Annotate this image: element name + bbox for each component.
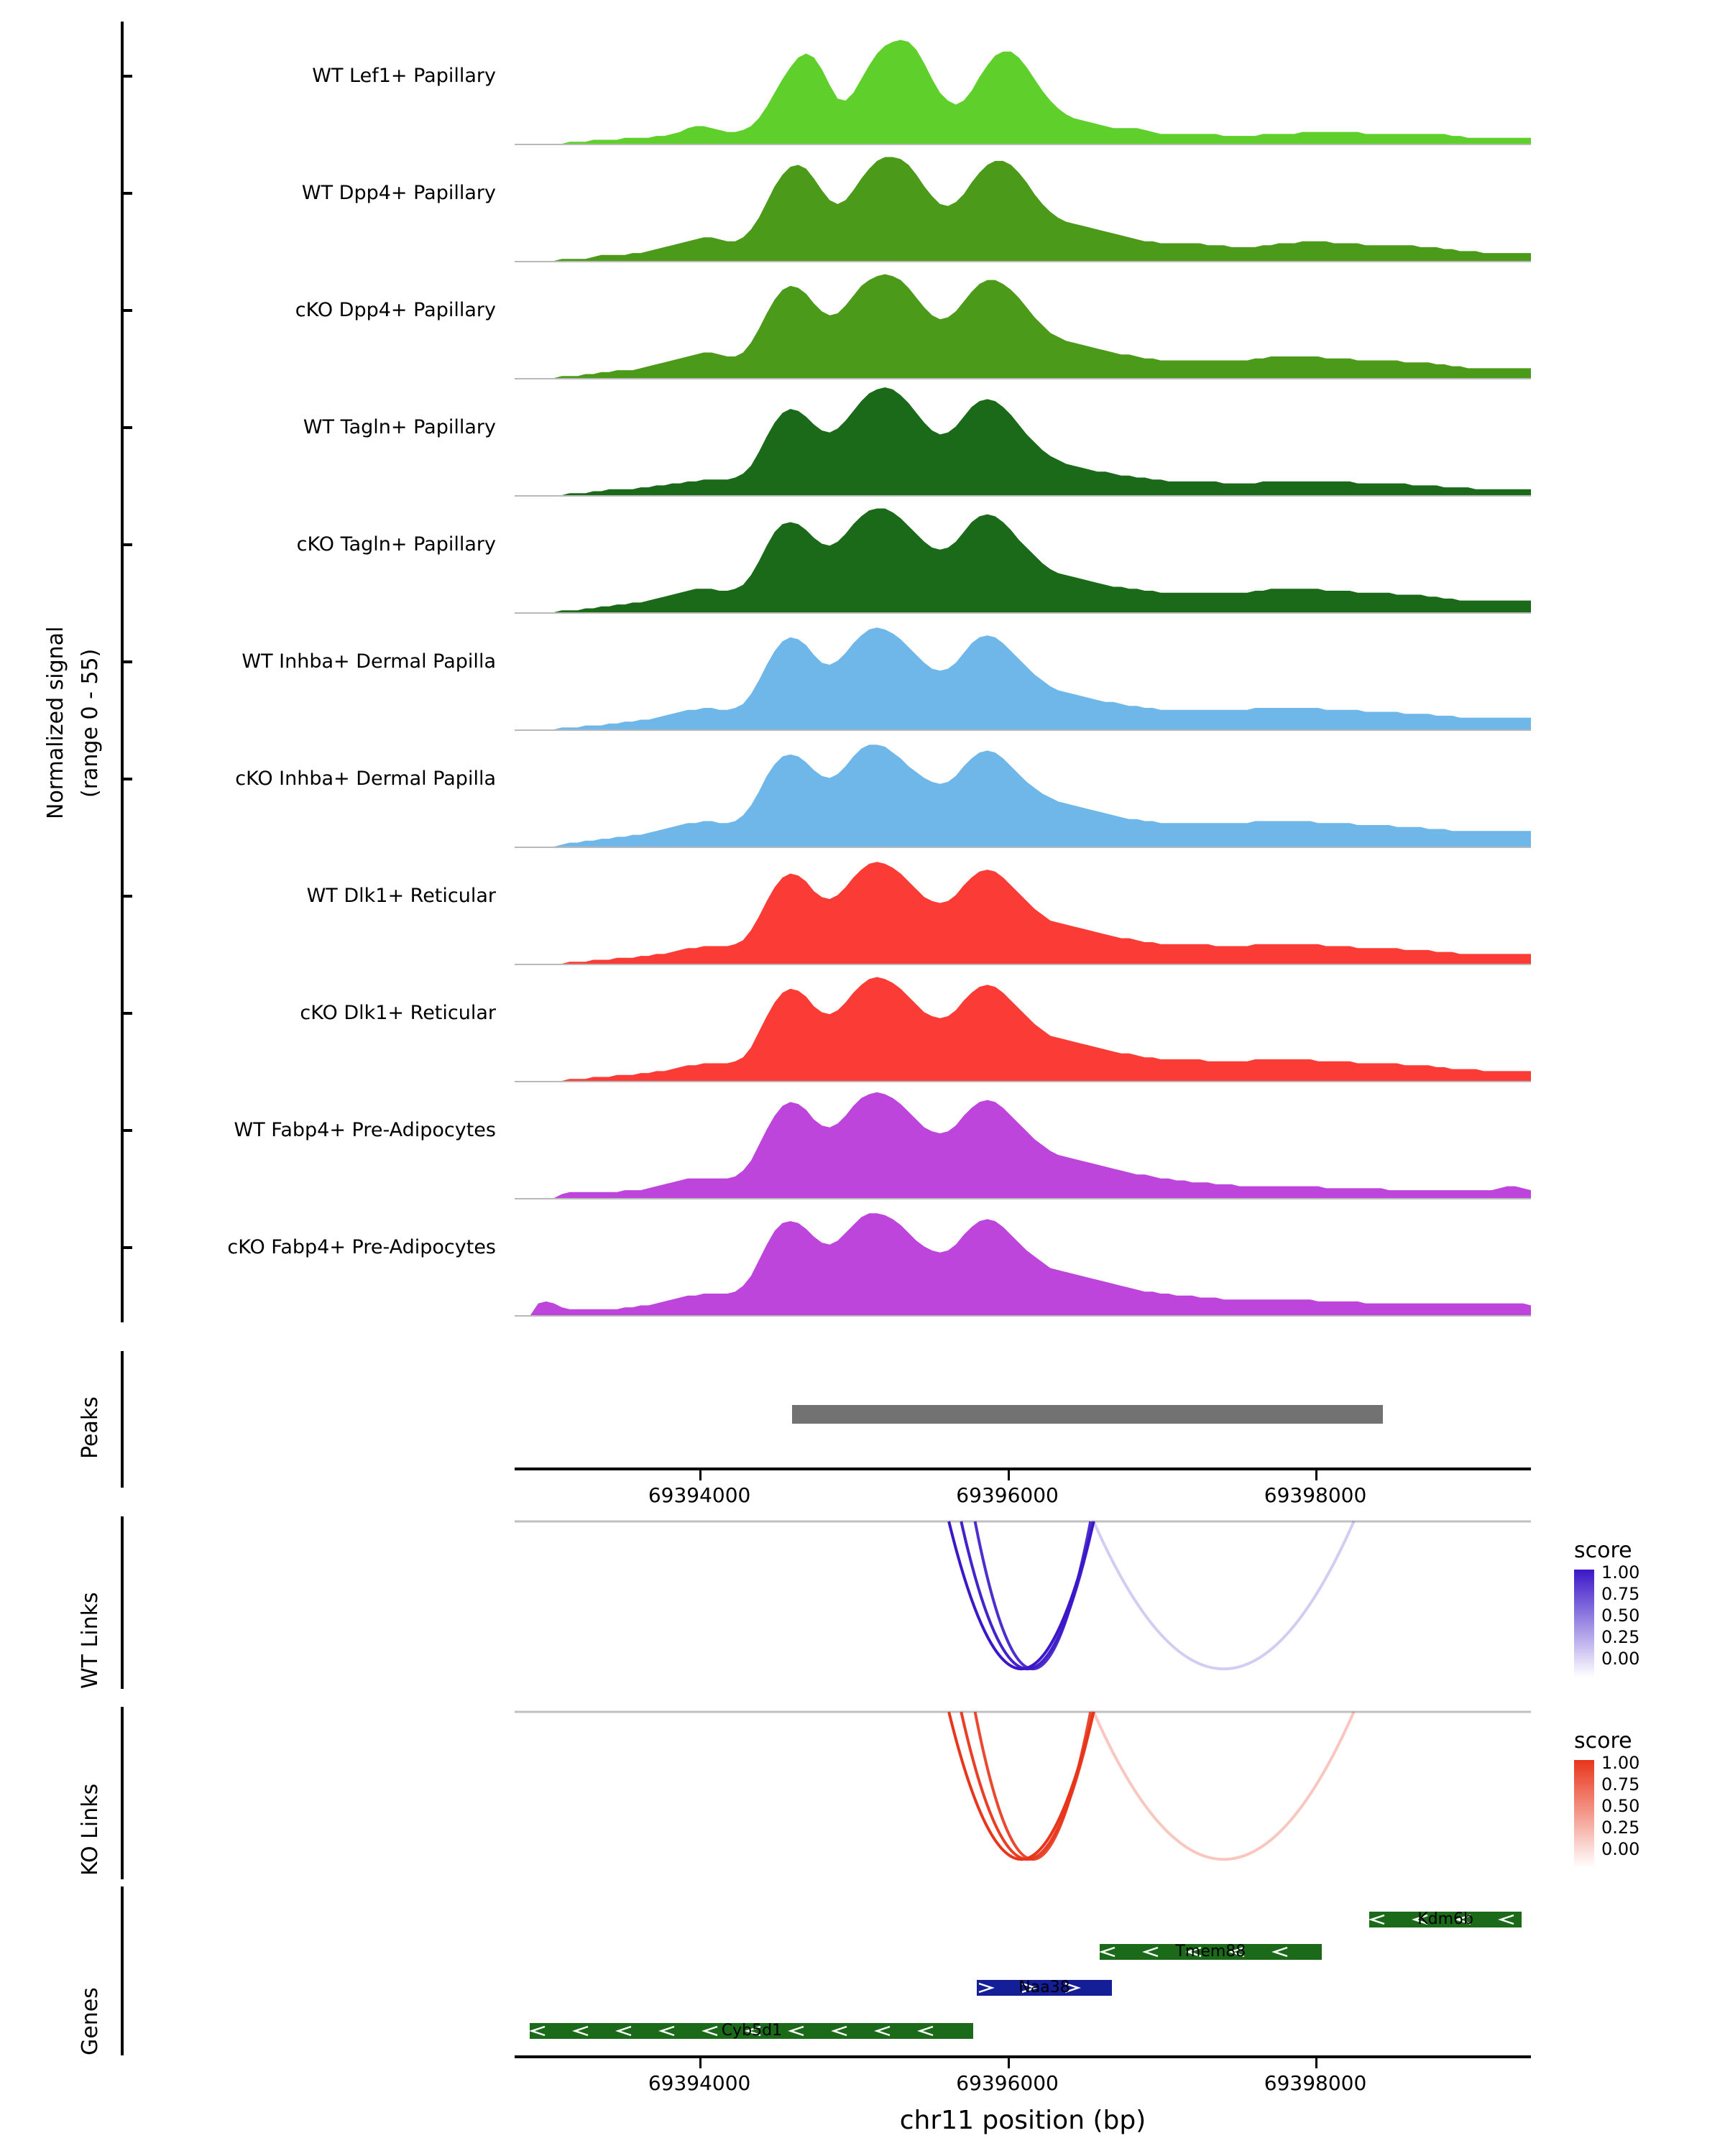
axis-tick	[1008, 1470, 1010, 1480]
track-label: WT Dpp4+ Papillary	[301, 182, 496, 204]
legend-tick-label: 0.50	[1601, 1796, 1640, 1816]
coverage-area	[515, 856, 1531, 964]
axis-tick-label: 69398000	[1264, 2071, 1367, 2095]
legend-tick-label: 0.25	[1601, 1627, 1640, 1647]
coverage-axis-label	[43, 627, 68, 819]
axis-tick	[1315, 2058, 1317, 2068]
track-label: cKO Dlk1+ Reticular	[300, 1002, 496, 1024]
coverage-tick	[121, 309, 132, 312]
track-label: cKO Inhba+ Dermal Papilla	[235, 768, 496, 790]
coverage-area	[515, 153, 1531, 261]
legend-tick-label: 0.00	[1601, 1839, 1640, 1859]
track-baseline	[515, 378, 1531, 379]
coverage-axis-label-line2: (range 0 - 55)	[78, 648, 103, 798]
ko-links-axis-label	[78, 1784, 103, 1876]
legend-tick-label: 0.25	[1601, 1818, 1640, 1838]
legend-tick-label: 1.00	[1601, 1562, 1640, 1583]
genes-label-text: Genes	[78, 1987, 103, 2055]
legend-score	[1574, 1728, 1640, 1859]
legend-tick-label: 0.75	[1601, 1774, 1640, 1795]
axis-line	[515, 2055, 1531, 2058]
wt-links-axis-label	[78, 1592, 103, 1689]
coverage-tick	[121, 1246, 132, 1249]
track-baseline	[515, 847, 1531, 848]
coverage-tick	[121, 543, 132, 546]
track-label: WT Dlk1+ Reticular	[306, 885, 496, 907]
axis-tick-label: 69394000	[648, 2071, 751, 2095]
axis-tick-label: 69394000	[648, 1483, 751, 1507]
gene-label: Tmem88	[1175, 1943, 1246, 1961]
track-baseline	[515, 612, 1531, 614]
x-axis-title: chr11 position (bp)	[899, 2106, 1146, 2135]
coverage-tick	[121, 778, 132, 780]
track-label: cKO Dpp4+ Papillary	[295, 299, 496, 321]
coverage-axis-sublabel	[78, 649, 103, 798]
coverage-tick	[121, 75, 132, 78]
track-baseline	[515, 729, 1531, 731]
axis-tick	[699, 2058, 702, 2068]
track-baseline	[515, 1315, 1531, 1317]
coverage-area	[515, 1207, 1531, 1315]
coverage-area	[515, 622, 1531, 729]
legend-tick-label: 1.00	[1601, 1753, 1640, 1773]
peaks-axis-label	[78, 1396, 103, 1459]
peaks-spine	[121, 1351, 124, 1488]
legend-ticks	[1601, 1754, 1639, 1862]
axis-tick	[699, 1470, 702, 1480]
legend-title: score	[1574, 1538, 1632, 1563]
track-label: WT Lef1+ Papillary	[312, 65, 496, 87]
wt-links-label-text: WT Links	[78, 1592, 103, 1689]
axis-tick	[1008, 2058, 1010, 2068]
genes-axis-label	[78, 1987, 103, 2055]
legend-ticks	[1601, 1564, 1639, 1672]
track-baseline	[515, 261, 1531, 262]
coverage-tick	[121, 1012, 132, 1015]
link-arcs	[515, 1710, 1531, 1876]
axis-tick-label: 69396000	[956, 1483, 1059, 1507]
track-label: cKO Tagln+ Papillary	[296, 533, 496, 556]
coverage-area	[515, 387, 1531, 495]
axis-line	[515, 1468, 1531, 1470]
genes-spine	[121, 1886, 124, 2055]
track-label: WT Inhba+ Dermal Papilla	[242, 650, 496, 673]
ko-links-label-text: KO Links	[78, 1783, 103, 1876]
link-arcs	[515, 1520, 1531, 1685]
track-baseline	[515, 1081, 1531, 1082]
track-label: WT Fabp4+ Pre-Adipocytes	[234, 1119, 496, 1141]
gene-label: Naa38	[1018, 1978, 1070, 1996]
coverage-tick	[121, 895, 132, 898]
coverage-tick	[121, 426, 132, 429]
legend-colorbar	[1574, 1570, 1594, 1677]
ko-links-spine	[121, 1707, 124, 1879]
coverage-area	[515, 973, 1531, 1081]
track-baseline	[515, 1198, 1531, 1199]
coverage-area	[515, 739, 1531, 847]
coverage-area	[515, 1090, 1531, 1198]
track-baseline	[515, 495, 1531, 497]
legend-tick-label: 0.00	[1601, 1649, 1640, 1669]
coverage-tick	[121, 1129, 132, 1132]
legend-score	[1574, 1538, 1640, 1669]
coverage-area	[515, 270, 1531, 378]
legend-title: score	[1574, 1728, 1632, 1754]
coverage-tick	[121, 660, 132, 663]
gene-label: Kdm6b	[1417, 1910, 1473, 1928]
coverage-area	[515, 505, 1531, 612]
axis-tick	[1315, 1470, 1317, 1480]
legend-tick-label: 0.75	[1601, 1584, 1640, 1604]
wt-links-spine	[121, 1516, 124, 1689]
coverage-tick	[121, 192, 132, 195]
axis-tick-label: 69396000	[956, 2071, 1059, 2095]
coverage-area	[515, 36, 1531, 144]
legend-colorbar	[1574, 1760, 1594, 1868]
axis-tick-label: 69398000	[1264, 1483, 1367, 1507]
track-label: cKO Fabp4+ Pre-Adipocytes	[227, 1236, 496, 1258]
track-baseline	[515, 144, 1531, 145]
peak-region-bar	[792, 1405, 1384, 1424]
legend-tick-label: 0.50	[1601, 1606, 1640, 1626]
track-label: WT Tagln+ Papillary	[303, 416, 496, 438]
coverage-axis-label-line1: Normalized signal	[43, 626, 68, 819]
gene-label: Cyb5d1	[721, 2022, 783, 2040]
peaks-label-text: Peaks	[78, 1396, 103, 1459]
track-baseline	[515, 964, 1531, 965]
coverage-spine	[121, 22, 124, 1322]
